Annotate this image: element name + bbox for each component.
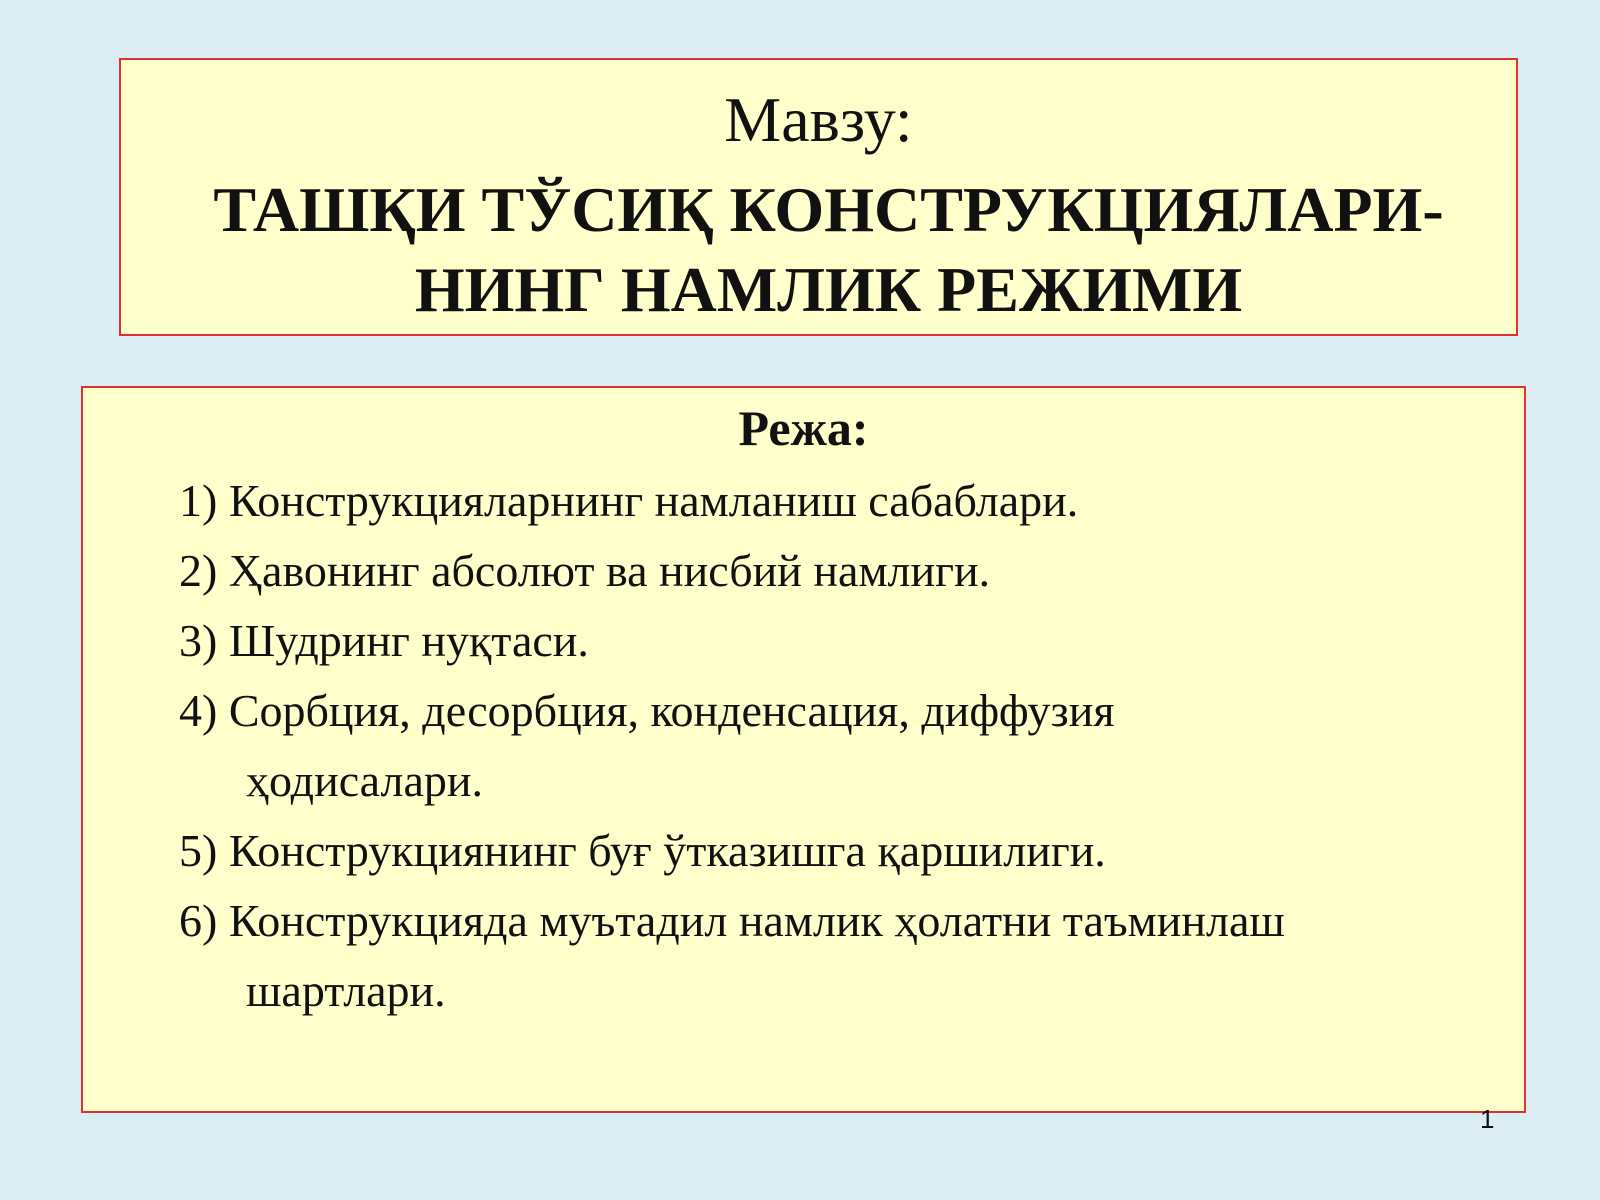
plan-item-3: [179, 606, 1494, 676]
plan-item-4: [179, 676, 1494, 816]
page-title: [161, 170, 1496, 330]
plan-item-6: [179, 886, 1494, 1026]
slide-number: 1: [1480, 1104, 1495, 1134]
plan-item-text: 1) Конструкцияларнинг намланиш сабаблари.: [179, 475, 1079, 526]
plan-item-5: [179, 816, 1494, 886]
title-box: [119, 58, 1518, 336]
plan-box: [81, 386, 1526, 1113]
plan-item-text: 3) Шудринг нуқтаси.: [179, 615, 589, 666]
title-line-1: ТАШҚИ ТЎСИҚ КОНСТРУКЦИЯЛАРИ-: [213, 174, 1444, 245]
plan-item-text: 5) Конструкциянинг буғ ўтказишга қаршилиги.: [179, 825, 1106, 876]
plan-item-text: 6) Конструкцияда муътадил намлик ҳолатни таъминлаш: [179, 895, 1285, 946]
plan-item-1: [179, 466, 1494, 536]
plan-list: [179, 466, 1494, 1026]
plan-item-text: 4) Сорбция, десорбция, конденсация, диффузия: [179, 685, 1115, 736]
plan-item-continuation: шартлари.: [246, 965, 446, 1016]
topic-label: Мавзу:: [724, 84, 913, 155]
plan-item-2: [179, 536, 1494, 606]
plan-item-text: 2) Ҳавонинг абсолют ва нисбий намлиги.: [179, 545, 991, 596]
plan-heading: Режа:: [738, 400, 869, 456]
title-line-2: НИНГ НАМЛИК РЕЖИМИ: [414, 254, 1243, 325]
plan-item-continuation: ҳодисалари.: [246, 755, 483, 806]
